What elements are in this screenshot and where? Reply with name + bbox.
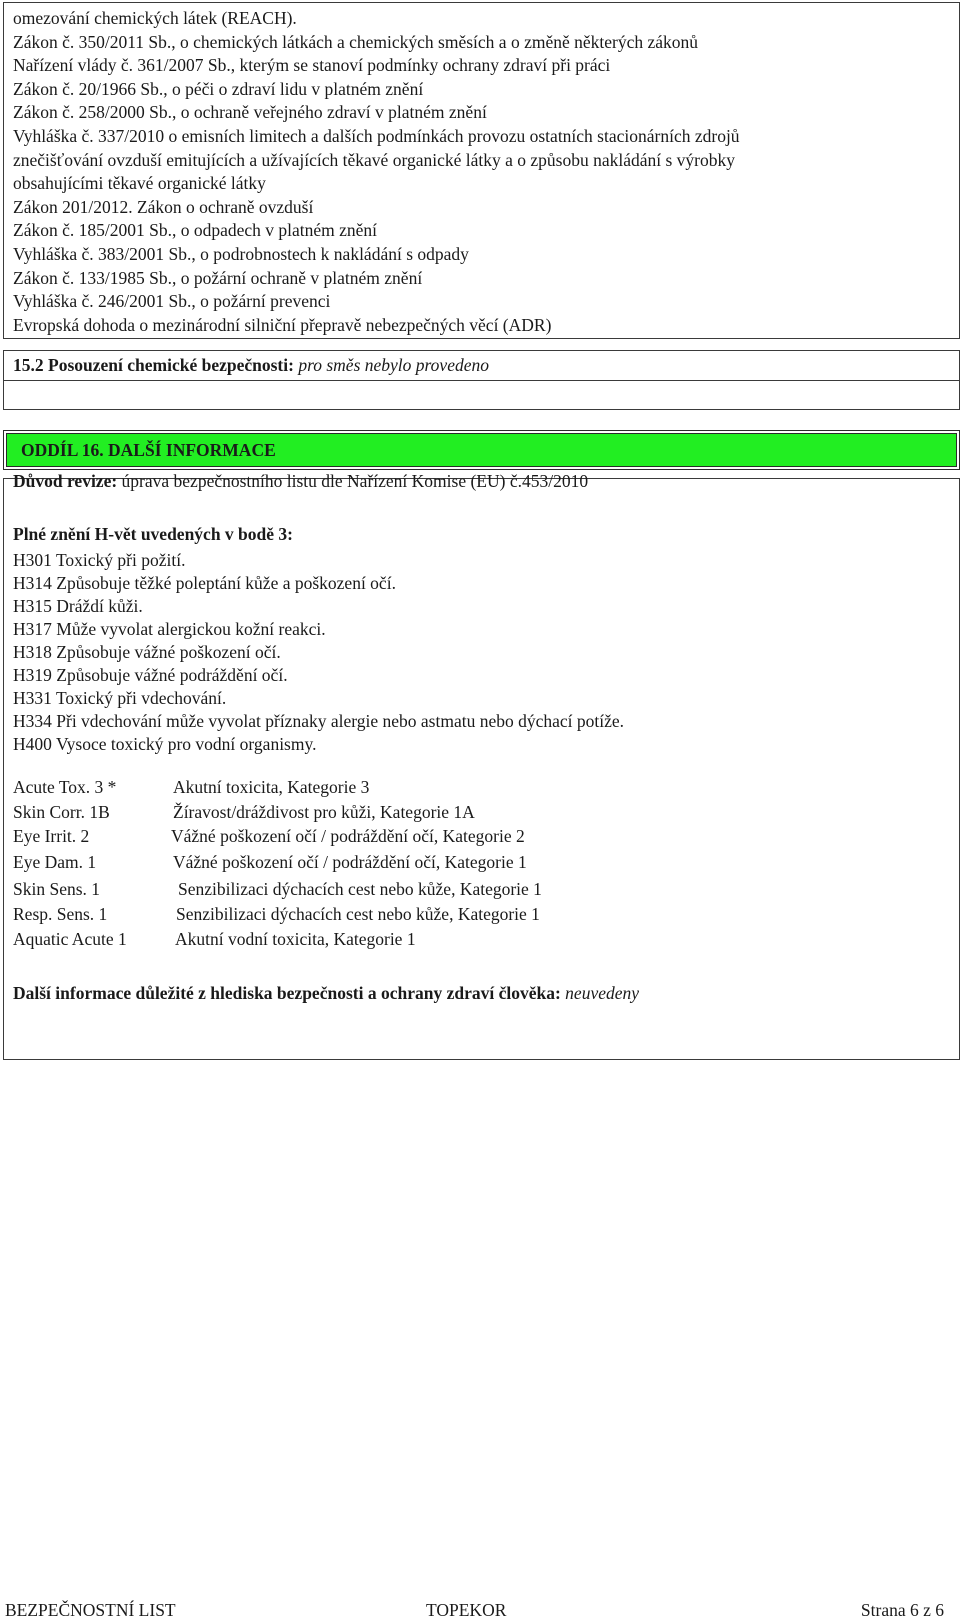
h-statement: H331 Toxický při vdechování. (13, 688, 227, 708)
footer-product-name: TOPEKOR (426, 1600, 507, 1620)
category-description: Senzibilizaci dýchacích cest nebo kůže, Kategorie 1 (176, 904, 540, 924)
legislation-line: Vyhláška č. 337/2010 o emisních limitech a dalších podmínkách provozu ostatních stacionárních zdrojů (13, 125, 740, 146)
section-15-2-value: pro směs nebylo provedeno (298, 355, 489, 375)
category-code: Acute Tox. 3 * (13, 777, 117, 797)
chemical-safety-assessment (3, 350, 960, 381)
legislation-line: omezování chemických látek (REACH). (13, 8, 297, 28)
h-statement: H334 Při vdechování může vyvolat příznaky alergie nebo astmatu nebo dýchací potíže. (13, 711, 625, 731)
footer-page-number: Strana 6 z 6 (860, 1600, 944, 1620)
category-description: Senzibilizaci dýchacích cest nebo kůže, Kategorie 1 (178, 879, 542, 899)
section-16-content (3, 471, 960, 1060)
category-description: Žíravost/dráždivost pro kůži, Kategorie 1A (173, 802, 475, 822)
h-statement: H315 Dráždí kůži. (13, 596, 143, 616)
revision-value: úprava bezpečnostního listu dle Nařízení Komise (EU) č.453/2010 (121, 471, 589, 491)
legislation-line: Zákon 201/2012. Zákon o ochraně ovzduší (13, 196, 314, 217)
category-code: Skin Sens. 1 (13, 879, 101, 899)
legislation-line: Zákon č. 350/2011 Sb., o chemických látkách a chemických směsích a o změně některých zákonů (13, 31, 699, 52)
revision-row (13, 469, 588, 493)
h-statement: H317 Může vyvolat alergickou kožní reakci. (13, 619, 326, 639)
category-code: Eye Dam. 1 (13, 852, 97, 872)
legislation-line: znečišťování ovzduší emitujících a užívajících těkavé organické látky a o způsobu nakládání s výrobky (13, 149, 735, 170)
category-code: Eye Irrit. 2 (13, 826, 90, 846)
empty-row (3, 380, 960, 410)
category-description: Vážné poškození očí / podráždění očí, Kategorie 1 (173, 852, 527, 872)
other-information-value: neuvedeny (565, 983, 640, 1003)
section-16-title: ODDÍL 16. DALŠÍ INFORMACE (21, 440, 276, 460)
category-code: Aquatic Acute 1 (13, 929, 127, 949)
legislation-line: obsahujícími těkavé organické látky (13, 173, 266, 194)
legislation-line: Vyhláška č. 246/2001 Sb., o požární prevenci (13, 291, 331, 312)
legislation-line: Vyhláška č. 383/2001 Sb., o podrobnostech k nakládání s odpady (13, 243, 469, 264)
category-code: Skin Corr. 1B (13, 802, 110, 822)
h-statement: H301 Toxický při požití. (13, 550, 186, 570)
footer-document-type: BEZPEČNOSTNÍ LIST (5, 1600, 176, 1620)
h-statements-heading: Plné znění H-vět uvedených v bodě 3: (13, 524, 293, 544)
h-statement: H318 Způsobuje vážné poškození očí. (13, 642, 281, 662)
category-description: Akutní toxicita, Kategorie 3 (173, 777, 370, 797)
legislation-line: Zákon č. 133/1985 Sb., o požární ochraně v platném znění (13, 267, 423, 288)
h-statement: H314 Způsobuje těžké poleptání kůže a poškození očí. (13, 573, 396, 593)
category-description: Akutní vodní toxicita, Kategorie 1 (175, 929, 416, 949)
legislation-line: Zákon č. 258/2000 Sb., o ochraně veřejného zdraví v platném znění (13, 102, 487, 123)
legislation-line: Nařízení vlády č. 361/2007 Sb., kterým se stanoví podmínky ochrany zdraví při práci (13, 55, 611, 76)
h-statement: H400 Vysoce toxický pro vodní organismy. (13, 734, 317, 754)
h-statement: H319 Způsobuje vážné podráždění očí. (13, 665, 288, 685)
legislation-box (3, 2, 960, 339)
revision-label: Důvod revize: (13, 471, 118, 491)
legislation-line: Zákon č. 20/1966 Sb., o péči o zdraví lidu v platném znění (13, 78, 424, 99)
legislation-line: Evropská dohoda o mezinárodní silniční přepravě nebezpečných věcí (ADR) (13, 314, 552, 335)
category-description: Vážné poškození očí / podráždění očí, Kategorie 2 (171, 826, 525, 846)
category-code: Resp. Sens. 1 (13, 904, 108, 924)
legislation-line: Zákon č. 185/2001 Sb., o odpadech v platném znění (13, 220, 378, 241)
other-information-row (13, 981, 639, 1005)
other-information-label: Další informace důležité z hlediska bezpečnosti a ochrany zdraví člověka: (13, 983, 561, 1003)
section-15-2-label: 15.2 Posouzení chemické bezpečnosti: (13, 355, 294, 375)
section-16-header (6, 433, 957, 467)
